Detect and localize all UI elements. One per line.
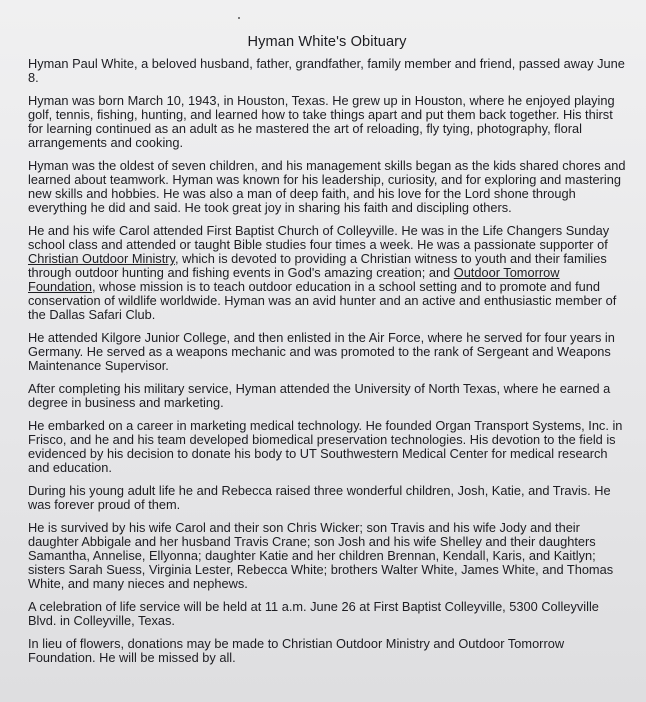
paragraph-text: He is survived by his wife Carol and their son Chris Wicker; son Travis and his wife Jody and their daughter Abbigale and her husband Travis Crane; son Josh and his wife Shelley and their daughters Samantha, Annelise, Ellyonna; daughter Katie and her children Brennan, Kendall, Karis, and Kaitlyn; sisters Sarah Suess, Virginia Lester, Rebecca White; brothers Walter White, James White, and Thomas White, and many nieces and nephews. — [28, 520, 614, 591]
paragraph-text: During his young adult life he and Rebecca raised three wonderful children, Josh, Katie, and Travis. He was forever proud of them. — [28, 483, 611, 512]
paragraph-text: He and his wife Carol attended First Baptist Church of Colleyville. He was in the Life Changers Sunday school class and attended or taught Bible studies four times a week. He was a passionate supporter of — [28, 223, 610, 252]
obituary-paragraph — [28, 521, 626, 591]
obituary-paragraph — [28, 419, 626, 475]
paragraph-text: , whose mission is to teach outdoor education in a school setting and to promote and fund conservation of wildlife worldwide. Hyman was an avid hunter and an active and enthusiastic member of the Dallas Safari Club. — [28, 279, 617, 322]
obituary-paragraph — [28, 382, 626, 410]
obituary-paragraph — [28, 637, 626, 665]
paragraph-text: Hyman Paul White, a beloved husband, father, grandfather, family member and friend, passed away June 8. — [28, 56, 625, 85]
obituary-body — [28, 57, 626, 665]
obituary-title: Hyman White's Obituary — [247, 34, 407, 50]
paragraph-text: After completing his military service, Hyman attended the University of North Texas, where he earned a degree in business and marketing. — [28, 381, 611, 410]
paragraph-text: Hyman was born March 10, 1943, in Houston, Texas. He grew up in Houston, where he enjoyed playing golf, tennis, fishing, hunting, and learned how to take things apart and put them back together. His thirst for learning continued as an adult as he mastered the art of reloading, fly tying, photography, floral arrangements and cooking. — [28, 93, 615, 150]
organization-link[interactable]: Christian Outdoor Ministry — [28, 251, 175, 266]
paragraph-text: Hyman was the oldest of seven children, and his management skills began as the kids shared chores and learned about teamwork. Hyman was known for his leadership, curiosity, and for exploring and mastering new skills and hobbies. He was also a man of deep faith, and his love for the Lord shone through everything he did and said. He took great joy in sharing his faith and discipling others. — [28, 158, 626, 215]
obituary-paragraph — [28, 600, 626, 628]
obituary-paragraph — [28, 94, 626, 150]
paragraph-text: In lieu of flowers, donations may be made to Christian Outdoor Ministry and Outdoor Tomorrow Foundation. He will be missed by all. — [28, 636, 565, 665]
obituary-paragraph — [28, 331, 626, 373]
paper-speck — [238, 17, 240, 19]
obituary-paragraph — [28, 484, 626, 512]
obituary-paragraph — [28, 224, 626, 322]
paragraph-text: He embarked on a career in marketing medical technology. He founded Organ Transport Systems, Inc. in Frisco, and he and his team developed biomedical preservation technologies. His devotion to the field is evidenced by his decision to donate his body to UT Southwestern Medical Center for medical research and education. — [28, 418, 623, 475]
paragraph-text: , which is devoted to providing a Christian witness to youth and their families through outdoor hunting and fishing events in God's amazing creation; and — [28, 251, 607, 280]
organization-link[interactable]: Outdoor Tomorrow Foundation — [28, 265, 560, 294]
paragraph-text: A celebration of life service will be held at 11 a.m. June 26 at First Baptist Colleyville, 5300 Colleyville Blvd. in Colleyville, Texas. — [28, 599, 599, 628]
paragraph-text: He attended Kilgore Junior College, and then enlisted in the Air Force, where he served for four years in Germany. He served as a weapons mechanic and was promoted to the rank of Sergeant and Weapons Maintenance Supervisor. — [28, 330, 615, 373]
obituary-paragraph — [28, 57, 626, 85]
obituary-paragraph — [28, 159, 626, 215]
